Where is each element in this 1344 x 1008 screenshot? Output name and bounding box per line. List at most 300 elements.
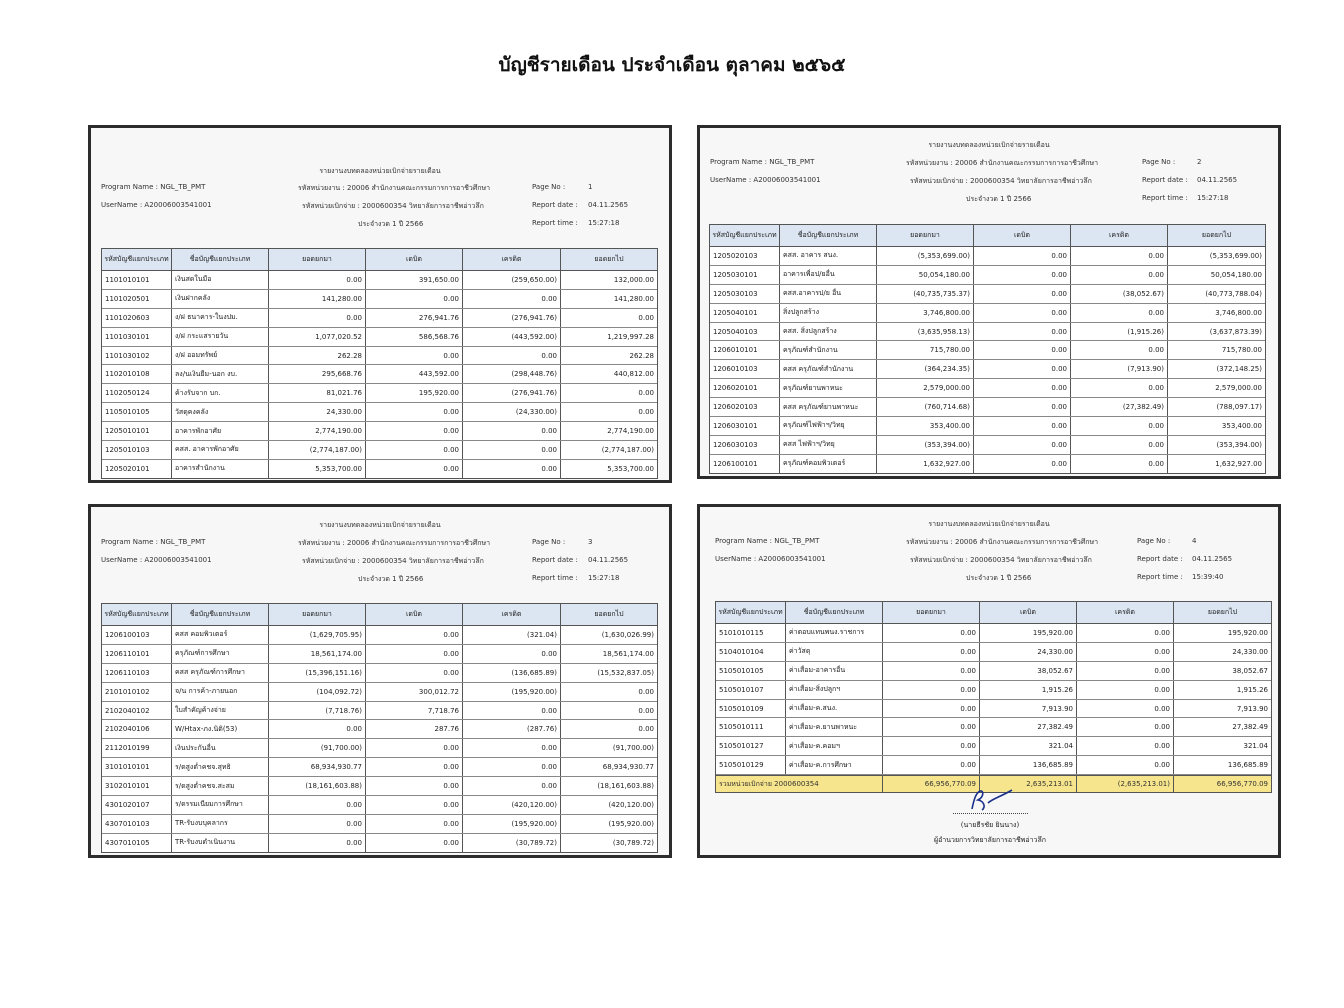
balance-carried-forward-cell: (5,353,699.00) [1209,251,1262,260]
balance-carried-forward-cell: 0.00 [638,725,654,734]
debit-cell: 443,592.00 [366,365,463,383]
balance-carried-forward-cell: 353,400.00 [1221,421,1262,430]
column-header-credit: เครดิต [463,249,561,270]
credit-cell: 0.00 [463,347,561,365]
account-name-cell: ร/ดรรมเนียมการศึกษา [172,796,269,814]
balance-carried-forward-cell: 1,632,927.00 [1215,459,1262,468]
account-name-cell: ค่าเสื่อม-ค.ยานพาหนะ [786,718,883,736]
report-title: รายงานงบทดลองหน่วยเบิกจ่ายรายเดือน [319,167,441,175]
account-code-cell: 1206020101 [710,379,780,397]
report-time: 15:27:18 [588,219,620,227]
table-row [716,700,1271,719]
account-name-cell: ใบสำคัญค้างจ่าย [172,702,269,720]
account-code-cell: 5105010111 [716,718,786,736]
account-code-cell: 1205040103 [710,323,780,341]
report-time-label: Report time : [1137,573,1183,581]
page-number: 4 [1192,537,1197,545]
table-row [102,271,657,290]
account-code-cell: 1205030101 [710,266,780,284]
account-name-cell: ค่าเสื่อม-ค.การศึกษา [786,756,883,774]
debit-cell: 0.00 [366,777,463,795]
account-code-cell: 1205020103 [710,247,780,265]
debit-cell: 136,685.89 [980,756,1077,774]
table-row [102,796,657,815]
debit-cell: 0.00 [974,341,1071,359]
account-code-cell: 1206010101 [710,341,780,359]
report-time-label: Report time : [532,574,578,582]
balance-carried-forward-cell: (2,774,187.00) [601,445,654,454]
credit-cell: (287.76) [463,720,561,738]
account-code-cell: 1206100103 [102,626,172,644]
trial-balance-table [709,224,1266,474]
balance-carried-forward-cell: (40,773,788.04) [1205,289,1262,298]
balance-brought-forward-cell: 0.00 [883,643,980,661]
report-date: 04.11.2565 [1197,176,1238,184]
column-header-account-code: รหัสบัญชีแยกประเภท [710,225,780,246]
credit-cell: (1,915.26) [1071,323,1168,341]
report-date: 04.11.2565 [588,556,629,564]
balance-carried-forward-cell: 3,746,800.00 [1215,308,1262,317]
account-code-cell: 1206030101 [710,417,780,435]
account-code-cell: 1102050124 [102,384,172,402]
balance-brought-forward-cell: (40,735,735.37) [877,285,974,303]
table-row [710,323,1265,342]
credit-cell: 0.00 [1071,341,1168,359]
credit-cell: (136,685.89) [463,664,561,682]
balance-brought-forward-cell: (15,396,151.16) [269,664,366,682]
balance-carried-forward-cell: 0.00 [638,687,654,696]
account-code-cell: 1205010103 [102,441,172,459]
balance-carried-forward-cell: 5,353,700.00 [607,464,654,473]
balance-carried-forward-cell: 141,280.00 [613,294,654,303]
debit-cell: 0.00 [366,290,463,308]
account-name-cell: ลง/นเงินยืม-นอก งบ. [172,365,269,383]
balance-carried-forward-cell: 1,219,997.28 [607,332,654,341]
balance-carried-forward-cell: 0.00 [638,313,654,322]
debit-cell: 0.00 [366,796,463,814]
account-name-cell: คสส. อาคารพักอาศัย [172,441,269,459]
account-name-cell: ง/ฝ กระแสรายวัน [172,328,269,346]
balance-brought-forward-cell: 0.00 [883,718,980,736]
column-header-balance-carried-forward: ยอดยกไป [594,255,624,263]
credit-cell: (195,920.00) [463,815,561,833]
account-code-cell: 5105010127 [716,737,786,755]
debit-cell: 24,330.00 [980,643,1077,661]
account-code-cell: 1206100101 [710,455,780,473]
column-header-balance-brought-forward: ยอดยกมา [269,249,366,270]
column-header-balance-brought-forward: ยอดยกมา [877,225,974,246]
period: ประจำงวด 1 ปี 2566 [966,574,1032,582]
credit-cell: 0.00 [463,645,561,663]
column-header-account-name: ชื่อบัญชีแยกประเภท [172,604,269,625]
debit-cell: 391,650.00 [366,271,463,289]
account-code-cell: 1101020603 [102,309,172,327]
total-credit: (2,635,213.01) [1077,776,1174,792]
total-label: รวมหน่วยเบิกจ่าย 2000600354 [716,776,883,792]
account-name-cell: คสส. อาคาร สนง. [780,247,877,265]
table-row [102,460,657,478]
debit-cell: 300,012.72 [366,683,463,701]
account-code-cell: 3102010101 [102,777,172,795]
balance-carried-forward-cell: 195,920.00 [1227,628,1268,637]
account-code-cell: 2112010199 [102,739,172,757]
debit-cell: 0.00 [974,304,1071,322]
debit-cell: 0.00 [974,379,1071,397]
report-time: 15:39:40 [1192,573,1224,581]
balance-brought-forward-cell: 81,021.76 [269,384,366,402]
credit-cell: (38,052.67) [1071,285,1168,303]
column-header-debit: เดบิต [980,602,1077,623]
balance-brought-forward-cell: (5,353,699.00) [877,247,974,265]
account-code-cell: 1206110103 [102,664,172,682]
column-header-balance-carried-forward: ยอดยกไป [1207,608,1238,616]
balance-brought-forward-cell: (2,774,187.00) [269,441,366,459]
column-header-debit: เดบิต [974,225,1071,246]
balance-carried-forward-cell: 132,000.00 [613,275,654,284]
column-header-account-name: ชื่อบัญชีแยกประเภท [172,249,269,270]
page-number: 1 [588,183,593,191]
agency-code: รหัสหน่วยงาน : 20006 สำนักงานคณะกรรมการการอาชีวศึกษา [298,539,491,547]
program-name: Program Name : NGL_TB_PMT [101,183,206,191]
credit-cell: (276,941.76) [463,384,561,402]
account-name-cell: เงินฝากคลัง [172,290,269,308]
report-time-label: Report time : [532,219,578,227]
signature-line [953,813,1028,814]
signature-block [890,787,1090,846]
balance-carried-forward-cell: (372,148.25) [1216,365,1262,374]
report-date-label: Report date : [1142,176,1188,184]
debit-cell: 586,568.76 [366,328,463,346]
table-row [102,365,657,384]
balance-brought-forward-cell: 50,054,180.00 [877,266,974,284]
balance-brought-forward-cell: (3,635,958.13) [877,323,974,341]
document-title: บัญชีรายเดือน ประจำเดือน ตุลาคม ๒๕๖๕ [498,54,846,76]
table-row [102,739,657,758]
account-name-cell: ค้างรับจาก บก. [172,384,269,402]
credit-cell: 0.00 [463,777,561,795]
column-header-balance-carried-forward: ยอดยกไป [594,610,624,618]
table-row [716,662,1271,681]
balance-carried-forward-cell: 27,382.49 [1232,723,1268,732]
debit-cell: 0.00 [366,645,463,663]
balance-brought-forward-cell: 0.00 [269,720,366,738]
balance-brought-forward-cell: 0.00 [269,796,366,814]
debit-cell: 1,915.26 [980,681,1077,699]
balance-brought-forward-cell: (760,714.68) [877,398,974,416]
account-name-cell: คสส คอมพิวเตอร์ [172,626,269,644]
account-name-cell: คสส ครุภัณฑ์ยานพาหนะ [780,398,877,416]
debit-cell: 0.00 [366,347,463,365]
account-code-cell: 3101010101 [102,758,172,776]
balance-carried-forward-cell: 2,774,190.00 [607,427,654,436]
balance-carried-forward-cell: 440,812.00 [613,370,654,379]
account-code-cell: 1105010105 [102,403,172,421]
balance-brought-forward-cell: 0.00 [883,700,980,718]
disbursement-unit: รหัสหน่วยเบิกจ่าย : 2000600354 วิทยาลัยการอาชีพอ่าวลึก [302,202,484,210]
debit-cell: 0.00 [366,834,463,852]
balance-brought-forward-cell: 2,579,000.00 [877,379,974,397]
report-title: รายงานงบทดลองหน่วยเบิกจ่ายรายเดือน [928,141,1050,149]
trial-balance-table [715,601,1272,793]
balance-carried-forward-cell: 715,780.00 [1221,346,1262,355]
account-code-cell: 1101020501 [102,290,172,308]
credit-cell: 0.00 [1077,624,1174,642]
credit-cell: (24,330.00) [463,403,561,421]
credit-cell: 0.00 [463,290,561,308]
account-code-cell: 1205020101 [102,460,172,478]
table-row [102,309,657,328]
table-row [102,347,657,366]
account-code-cell: 4301020107 [102,796,172,814]
table-row [102,626,657,645]
account-code-cell: 5105010109 [716,700,786,718]
account-name-cell: คสส.อาคารป/ย อื่น [780,285,877,303]
credit-cell: 0.00 [1077,662,1174,680]
table-row [102,834,657,852]
account-name-cell: ค่าเสื่อม-ค.คอมฯ [786,737,883,755]
account-code-cell: 5104010104 [716,643,786,661]
account-code-cell: 1206110101 [102,645,172,663]
account-code-cell: 5105010107 [716,681,786,699]
account-code-cell: 5105010105 [716,662,786,680]
balance-carried-forward-cell: (353,394.00) [1216,440,1262,449]
balance-brought-forward-cell: 0.00 [269,271,366,289]
table-row [102,720,657,739]
balance-brought-forward-cell: 68,934,930.77 [269,758,366,776]
debit-cell: 0.00 [366,815,463,833]
account-code-cell: 1205010101 [102,422,172,440]
user-name: UserName : A20006003541001 [715,555,826,563]
column-header-account-name: ชื่อบัญชีแยกประเภท [786,602,883,623]
column-header-debit: เดบิต [366,604,463,625]
debit-cell: 0.00 [366,664,463,682]
table-row [102,758,657,777]
account-code-cell: 4307010105 [102,834,172,852]
table-row [102,815,657,834]
table-row [710,417,1265,436]
balance-brought-forward-cell: 0.00 [269,834,366,852]
balance-brought-forward-cell: (353,394.00) [877,436,974,454]
credit-cell: 0.00 [1077,718,1174,736]
program-name: Program Name : NGL_TB_PMT [710,158,815,166]
table-row [716,756,1271,775]
balance-carried-forward-cell: 262.28 [629,351,654,360]
account-name-cell: ค่าวัสดุ [786,643,883,661]
table-row [716,737,1271,756]
debit-cell: 0.00 [974,436,1071,454]
balance-carried-forward-cell: (91,700.00) [612,744,654,753]
report-time-label: Report time : [1142,194,1188,202]
table-row [102,664,657,683]
balance-brought-forward-cell: (104,092.72) [269,683,366,701]
balance-carried-forward-cell: (18,161,603.88) [597,782,654,791]
signer-position: ผู้อำนวยการวิทยาลัยการอาชีพอ่าวลึก [934,836,1046,844]
balance-carried-forward-cell: 24,330.00 [1232,647,1268,656]
table-row [710,436,1265,455]
account-name-cell: TR-รับงบบุคลากร [172,815,269,833]
credit-cell: 0.00 [463,702,561,720]
report-time: 15:27:18 [1197,194,1229,202]
credit-cell: (195,920.00) [463,683,561,701]
account-name-cell: ครุภัณฑ์การศึกษา [172,645,269,663]
total-balance-carried-forward: 66,956,770.09 [1216,780,1268,789]
table-row [710,341,1265,360]
table-row [102,645,657,664]
credit-cell: (27,382.49) [1071,398,1168,416]
balance-carried-forward-cell: 136,685.89 [1227,761,1268,770]
debit-cell: 38,052.67 [980,662,1077,680]
balance-brought-forward-cell: 0.00 [883,624,980,642]
account-code-cell: 1102010108 [102,365,172,383]
agency-code: รหัสหน่วยงาน : 20006 สำนักงานคณะกรรมการการอาชีวศึกษา [906,538,1099,546]
table-header [102,604,657,626]
report-date: 04.11.2565 [1192,555,1233,563]
signature-mark [960,787,1020,813]
account-code-cell: 1206020103 [710,398,780,416]
table-row [102,290,657,309]
account-name-cell: เงินสดในมือ [172,271,269,289]
balance-carried-forward-cell: (30,789.72) [612,838,654,847]
report-page-4 [697,504,1281,858]
account-code-cell: 2102040106 [102,720,172,738]
account-name-cell: สิ่งปลูกสร้าง [780,304,877,322]
account-name-cell: TR-รับงบดำเนินงาน [172,834,269,852]
account-name-cell: ค่าเสื่อม-ค.สนง. [786,700,883,718]
balance-brought-forward-cell: (1,629,705.95) [269,626,366,644]
account-code-cell: 1206030103 [710,436,780,454]
debit-cell: 195,920.00 [366,384,463,402]
account-code-cell: 2101010102 [102,683,172,701]
table-header [102,249,657,271]
credit-cell: 0.00 [1077,756,1174,774]
account-name-cell: คสส ครุภัณฑ์สำนักงาน [780,360,877,378]
credit-cell: (321.04) [463,626,561,644]
credit-cell: (420,120.00) [463,796,561,814]
page-label: Page No : [532,183,566,191]
balance-carried-forward-cell: 0.00 [638,389,654,398]
account-code-cell: 1206010103 [710,360,780,378]
table-row [710,285,1265,304]
report-title: รายงานงบทดลองหน่วยเบิกจ่ายรายเดือน [928,520,1050,528]
balance-carried-forward-cell: 50,054,180.00 [1210,270,1262,279]
debit-cell: 0.00 [974,417,1071,435]
balance-carried-forward-cell: (1,630,026.99) [601,630,654,639]
account-code-cell: 1101030101 [102,328,172,346]
table-header [716,602,1271,624]
account-name-cell: ง/ฝ ออมทรัพย์ [172,347,269,365]
table-row [716,681,1271,700]
balance-carried-forward-cell: 7,913.90 [1236,704,1268,713]
report-date-label: Report date : [532,556,578,564]
account-name-cell: ค่าเสื่อม-อาคารอื่น [786,662,883,680]
debit-cell: 0.00 [974,323,1071,341]
credit-cell: 0.00 [1071,379,1168,397]
program-name: Program Name : NGL_TB_PMT [715,537,820,545]
table-row [102,403,657,422]
column-header-credit: เครดิต [463,604,561,625]
debit-cell: 0.00 [366,739,463,757]
program-name: Program Name : NGL_TB_PMT [101,538,206,546]
balance-carried-forward-cell: 1,915.26 [1236,685,1268,694]
account-name-cell: คสส. สิ่งปลูกสร้าง [780,323,877,341]
table-row [710,398,1265,417]
balance-carried-forward-cell: (195,920.00) [608,819,654,828]
account-name-cell: ครุภัณฑ์ไฟฟ้าฯ/วิทยุ [780,417,877,435]
column-header-account-code: รหัสบัญชีแยกประเภท [102,604,172,625]
credit-cell: 0.00 [1077,681,1174,699]
credit-cell: 0.00 [1077,700,1174,718]
debit-cell: 0.00 [974,398,1071,416]
account-name-cell: ร/ดสูงต่ำคชจ.สะสม [172,777,269,795]
balance-carried-forward-cell: 0.00 [638,408,654,417]
report-page-3 [88,504,672,858]
debit-cell: 0.00 [366,441,463,459]
balance-brought-forward-cell: 0.00 [883,681,980,699]
balance-carried-forward-cell: 18,561,174.00 [602,649,654,658]
credit-cell: (259,650.00) [463,271,561,289]
balance-brought-forward-cell: 18,561,174.00 [269,645,366,663]
account-name-cell: อาคารสำนักงาน [172,460,269,478]
balance-brought-forward-cell: 715,780.00 [877,341,974,359]
debit-cell: 0.00 [366,403,463,421]
table-row [716,718,1271,737]
balance-brought-forward-cell: 262.28 [269,347,366,365]
account-name-cell: วัสดุคงคลัง [172,403,269,421]
credit-cell: (298,448.76) [463,365,561,383]
balance-carried-forward-cell: 0.00 [638,706,654,715]
credit-cell: 0.00 [1071,304,1168,322]
user-name: UserName : A20006003541001 [101,556,212,564]
credit-cell: 0.00 [463,422,561,440]
table-row [102,422,657,441]
total-debit: 2,635,213.01 [980,776,1077,792]
column-header-balance-brought-forward: ยอดยกมา [269,604,366,625]
balance-brought-forward-cell: (91,700.00) [269,739,366,757]
account-name-cell: ครุภัณฑ์คอมพิวเตอร์ [780,455,877,473]
account-name-cell: W/Htax-ภง.นิติ(53) [172,720,269,738]
report-title: รายงานงบทดลองหน่วยเบิกจ่ายรายเดือน [319,521,441,529]
account-code-cell: 1101010101 [102,271,172,289]
balance-brought-forward-cell: 0.00 [269,309,366,327]
balance-brought-forward-cell: 141,280.00 [269,290,366,308]
table-row [716,643,1271,662]
account-name-cell: คสส ครุภัณฑ์การศึกษา [172,664,269,682]
account-name-cell: คสส ไฟฟ้าฯ/วิทยุ [780,436,877,454]
page-number: 2 [1197,158,1202,166]
credit-cell: 0.00 [463,739,561,757]
table-row [710,247,1265,266]
debit-cell: 0.00 [974,360,1071,378]
balance-brought-forward-cell: 1,077,020.52 [269,328,366,346]
account-code-cell: 5101010115 [716,624,786,642]
user-name: UserName : A20006003541001 [710,176,821,184]
column-header-balance-brought-forward: ยอดยกมา [883,602,980,623]
account-name-cell: ค่าตอบแทนพนง.ราชการ [786,624,883,642]
debit-cell: 0.00 [974,455,1071,473]
balance-brought-forward-cell: 5,353,700.00 [269,460,366,478]
balance-brought-forward-cell: 2,774,190.00 [269,422,366,440]
report-page-1 [88,125,672,483]
credit-cell: 0.00 [463,441,561,459]
column-header-account-code: รหัสบัญชีแยกประเภท [716,602,786,623]
table-row [710,379,1265,398]
balance-brought-forward-cell: 353,400.00 [877,417,974,435]
credit-cell: 0.00 [1071,455,1168,473]
balance-carried-forward-cell: 68,934,930.77 [602,763,654,772]
credit-cell: (30,789.72) [463,834,561,852]
account-name-cell: เงินประกันอื่น [172,739,269,757]
balance-carried-forward-cell: (420,120.00) [608,800,654,809]
